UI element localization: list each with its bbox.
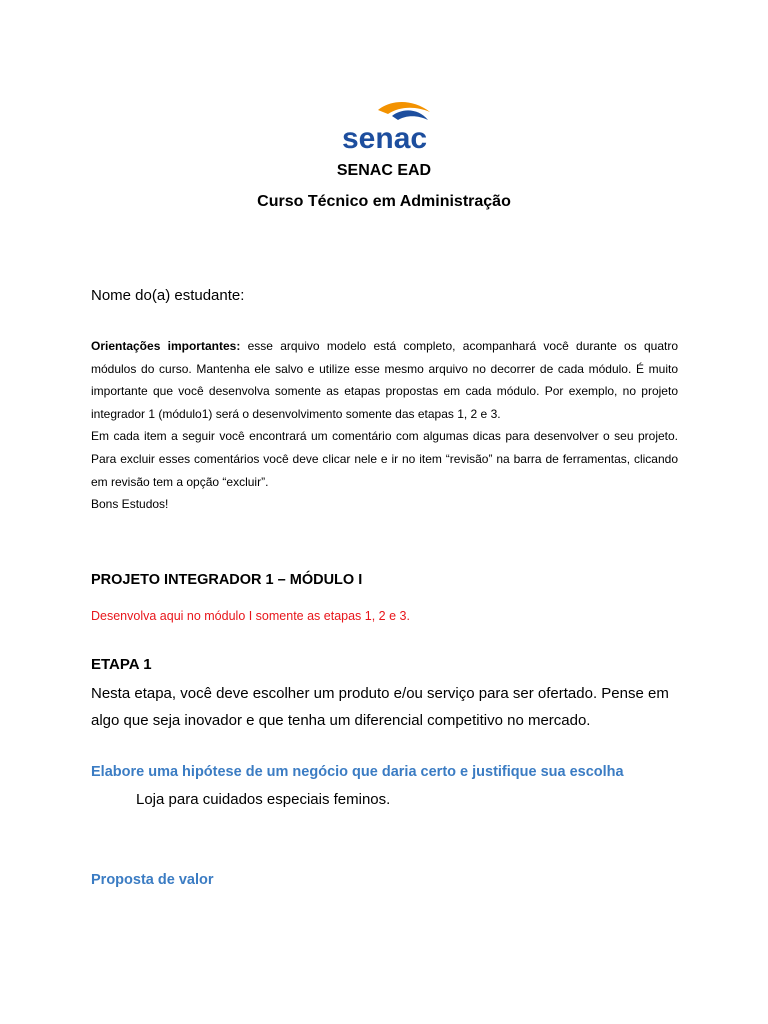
hypothesis-heading: Elabore uma hipótese de um negócio que daria certo e justifique sua escolha: [91, 764, 624, 780]
etapa-1-text: Nesta etapa, você deve escolher um produto e/ou serviço para ser ofertado. Pense em algo que seja inovador e que tenha um diferencial competitivo no mercado.: [91, 685, 669, 729]
hypothesis-answer[interactable]: Loja para cuidados especiais feminos.: [136, 791, 391, 808]
orientations-block: [91, 335, 678, 516]
page-title: SENAC EAD: [336, 162, 432, 179]
etapa-1-title: ETAPA 1: [91, 656, 152, 673]
logo-swoosh-blue: [392, 110, 428, 120]
student-name-label: Nome do(a) estudante:: [91, 287, 245, 304]
orientations-text-1: esse arquivo modelo está completo, acompanhará você durante os quatro módulos do curso. Mantenha ele salvo e utilize esse mesmo arquivo no decorrer de cada módulo. É muito importante que você desenvolva somente as etapas propostas em cada módulo. Por exemplo, no projeto integrador 1 (módulo1) será o desenvolvimento somente das etapas 1, 2 e 3.: [91, 339, 679, 421]
course-title: Curso Técnico em Administração: [257, 193, 511, 210]
senac-logo: [330, 98, 440, 158]
orientations-paragraph-2: Em cada item a seguir você encontrará um comentário com algumas dicas para desenvolver o seu projeto. Para excluir esses comentários você deve clicar nele e ir no item “revisão” na barra de ferramentas, clicando em revisão tem a opção “excluir”.: [91, 429, 678, 489]
logo-wordmark: senac: [342, 122, 428, 155]
project-title: PROJETO INTEGRADOR 1 – MÓDULO I: [91, 572, 363, 588]
senac-logo-graphic: [330, 98, 440, 158]
orientations-paragraph-1: [91, 335, 678, 425]
orientations-label: Orientações importantes:: [91, 339, 241, 353]
project-instruction: Desenvolva aqui no módulo I somente as etapas 1, 2 e 3.: [91, 609, 410, 623]
orientations-closing: Bons Estudos!: [91, 497, 169, 512]
value-proposition-heading: Proposta de valor: [91, 872, 214, 888]
